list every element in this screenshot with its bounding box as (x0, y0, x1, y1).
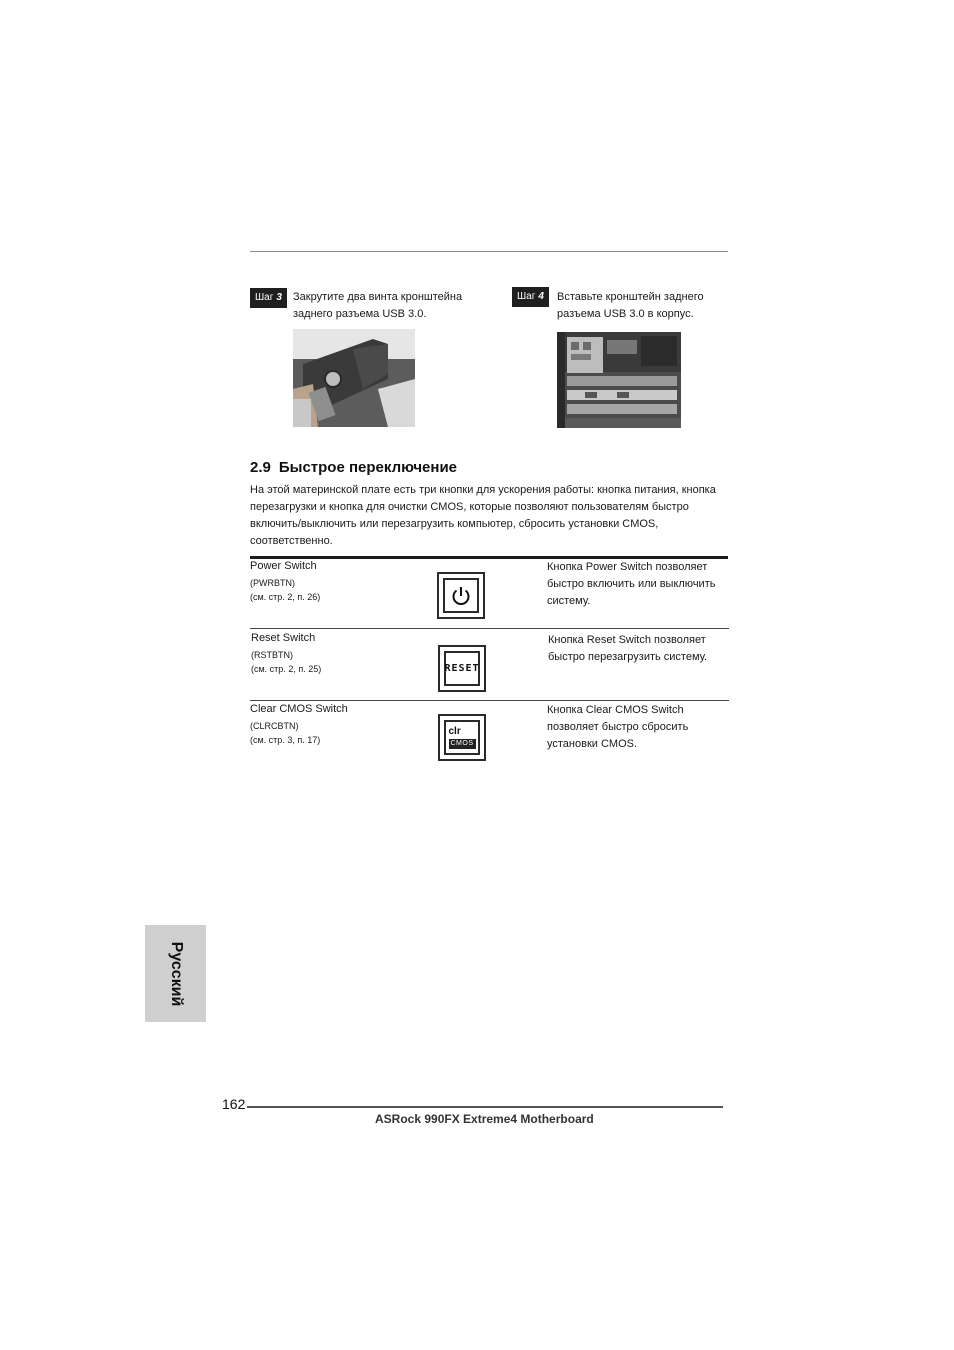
section-title (250, 459, 457, 476)
step-4-badge (512, 287, 549, 307)
reset-switch-code: (RSTBTN) (251, 650, 293, 660)
row-divider (250, 700, 729, 701)
footer-product: ASRock 990FX Extreme4 Motherboard (375, 1112, 594, 1126)
clear-cmos-switch-ref: (см. стр. 3, п. 17) (250, 735, 321, 745)
clear-cmos-switch-name: Clear CMOS Switch (250, 703, 348, 715)
step-4-text: Вставьте кронштейн заднего разъема USB 3.0 в корпус. (557, 291, 704, 320)
reset-switch-button (438, 645, 486, 692)
language-tab (145, 925, 206, 1022)
bracket-screw-photo (293, 329, 415, 427)
power-switch-button (437, 572, 485, 619)
reset-switch-ref: (см. стр. 2, п. 25) (251, 664, 322, 674)
reset-icon: RESET (444, 651, 480, 686)
reset-switch-details (251, 648, 321, 676)
step-badge-label: Шаг (255, 292, 274, 303)
section-number: 2.9 (250, 459, 271, 476)
step-number: 3 (276, 292, 282, 303)
page-number: 162 (222, 1096, 246, 1112)
clear-cmos-icon: clr CMOS (444, 720, 480, 755)
power-switch-details (250, 576, 320, 604)
step-3-text: Закрутите два винта кронштейна заднего разъема USB 3.0. (293, 291, 463, 320)
reset-switch-name: Reset Switch (251, 632, 316, 644)
reset-switch-description: Кнопка Reset Switch позволяет быстро перезагрузить систему. (548, 634, 708, 663)
power-icon (443, 578, 479, 613)
step-3-badge (250, 288, 287, 308)
step-4-photo (557, 332, 681, 428)
case-rear-photo (557, 332, 681, 428)
step-badge-label: Шаг (517, 291, 536, 302)
power-switch-name: Power Switch (250, 560, 317, 572)
section-intro: На этой материнской плате есть три кнопки для ускорения работы: кнопка питания, кнопка перезагрузки и кнопка для очистки CMOS, которые позволяют пользователям быстро включить/выключить или перезагрузить компьютер, сбросить установки CMOS, соответственно. (250, 484, 716, 547)
clear-cmos-switch-button (438, 714, 486, 761)
step-number: 4 (538, 291, 544, 302)
step-3-photo (293, 329, 415, 427)
language-tab-label: Русский (167, 941, 185, 1006)
top-rule (250, 251, 728, 252)
footer-rule (247, 1106, 723, 1108)
clear-cmos-switch-code: (CLRCBTN) (250, 721, 299, 731)
clear-cmos-switch-description: Кнопка Clear CMOS Switch позволяет быстро сбросить установки CMOS. (547, 704, 689, 750)
power-switch-code: (PWRBTN) (250, 578, 295, 588)
power-switch-ref: (см. стр. 2, п. 26) (250, 592, 321, 602)
row-divider (250, 628, 729, 629)
section-title-text: Быстрое переключение (278, 459, 458, 476)
power-switch-description: Кнопка Power Switch позволяет быстро включить или выключить систему. (547, 561, 716, 607)
clear-cmos-switch-details (250, 719, 320, 747)
